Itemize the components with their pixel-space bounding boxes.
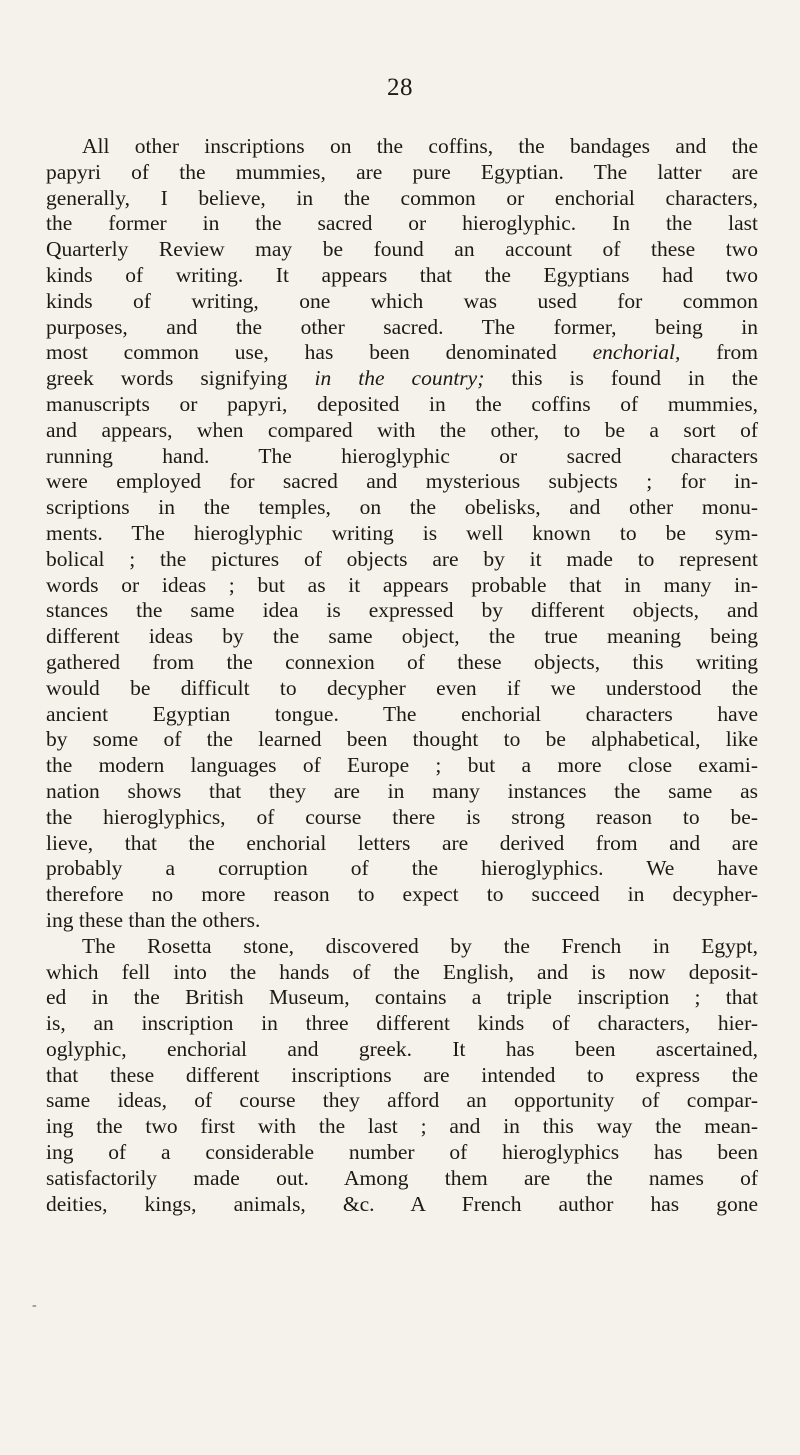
text-line: bolical ; the pictures of objects are by it made to represent — [46, 546, 758, 571]
text-line: by some of the learned been thought to be alphabetical, like — [46, 727, 758, 752]
text-line: gathered from the connexion of these objects, this writing — [46, 649, 758, 674]
text-line: that these different inscriptions are intended to express the — [46, 1062, 758, 1087]
text-line: is, an inscription in three different kinds of characters, hier- — [46, 1011, 758, 1036]
text-line: ed in the British Museum, contains a triple inscription ; that — [46, 985, 758, 1010]
line-text: from — [680, 340, 758, 365]
italic-phrase: in the country; — [314, 366, 485, 391]
text-line: nation shows that they are in many instances the same as — [46, 778, 758, 803]
text-line: ing these than the others. — [46, 907, 261, 932]
text-line: and appears, when compared with the other, to be a sort of — [46, 417, 758, 442]
line-text: greek words signifying — [46, 366, 315, 391]
text-line: which fell into the hands of the English, and is now deposit- — [46, 959, 758, 984]
text-line: the former in the sacred or hieroglyphic. In the last — [46, 211, 758, 236]
text-line: probably a corruption of the hieroglyphics. We have — [46, 856, 758, 881]
text-line: All other inscriptions on the coffins, the bandages and the — [82, 134, 758, 158]
text-line: were employed for sacred and mysterious subjects ; for in- — [46, 469, 758, 494]
text-line: same ideas, of course they afford an opportunity of compar- — [46, 1088, 758, 1113]
text-line: words or ideas ; but as it appears probable that in many in- — [46, 572, 758, 597]
text-line: the modern languages of Europe ; but a more close exami- — [46, 753, 758, 778]
text-line: different ideas by the same object, the true meaning being — [46, 624, 758, 649]
text-line: The Rosetta stone, discovered by the French in Egypt, — [82, 933, 758, 958]
text-line: the hieroglyphics, of course there is strong reason to be- — [46, 804, 758, 829]
text-line — [46, 340, 758, 366]
text-line: stances the same idea is expressed by different objects, and — [46, 598, 758, 623]
text-line: oglyphic, enchorial and greek. It has been ascertained, — [46, 1036, 758, 1061]
text-line: generally, I believe, in the common or enchorial characters, — [46, 185, 758, 210]
text-line: ancient Egyptian tongue. The enchorial characters have — [46, 701, 758, 726]
text-line: scriptions in the temples, on the obelisks, and other monu- — [46, 495, 758, 520]
text-line: satisfactorily made out. Among them are the names of — [46, 1165, 758, 1190]
text-line: purposes, and the other sacred. The former, being in — [46, 314, 758, 339]
text-line: manuscripts or papyri, deposited in the coffins of mummies, — [46, 391, 758, 416]
italic-phrase: enchorial, — [592, 340, 681, 365]
text-line: ments. The hieroglyphic writing is well known to be sym- — [46, 520, 758, 545]
line-text: most common use, has been denominated — [46, 340, 593, 365]
text-line: ing the two first with the last ; and in this way the mean- — [46, 1114, 758, 1139]
text-line: kinds of writing. It appears that the Egyptians had two — [46, 262, 758, 287]
text-line: papyri of the mummies, are pure Egyptian. The latter are — [46, 159, 758, 184]
margin-mark: - — [32, 1298, 37, 1313]
body-text — [46, 134, 758, 1217]
text-line: lieve, that the enchorial letters are derived from and are — [46, 830, 758, 855]
page-number: 28 — [387, 74, 413, 101]
text-line: would be difficult to decypher even if we understood the — [46, 675, 758, 700]
text-line: running hand. The hieroglyphic or sacred characters — [46, 443, 758, 468]
line-text: this is found in the — [484, 366, 758, 391]
text-line: deities, kings, animals, &c. A French author has gone — [46, 1191, 758, 1216]
text-line: kinds of writing, one which was used for common — [46, 288, 758, 313]
text-line: therefore no more reason to expect to succeed in decypher- — [46, 882, 758, 907]
text-line: ing of a considerable number of hieroglyphics has been — [46, 1140, 758, 1165]
text-line: Quarterly Review may be found an account of these two — [46, 237, 758, 262]
text-line — [46, 366, 758, 392]
